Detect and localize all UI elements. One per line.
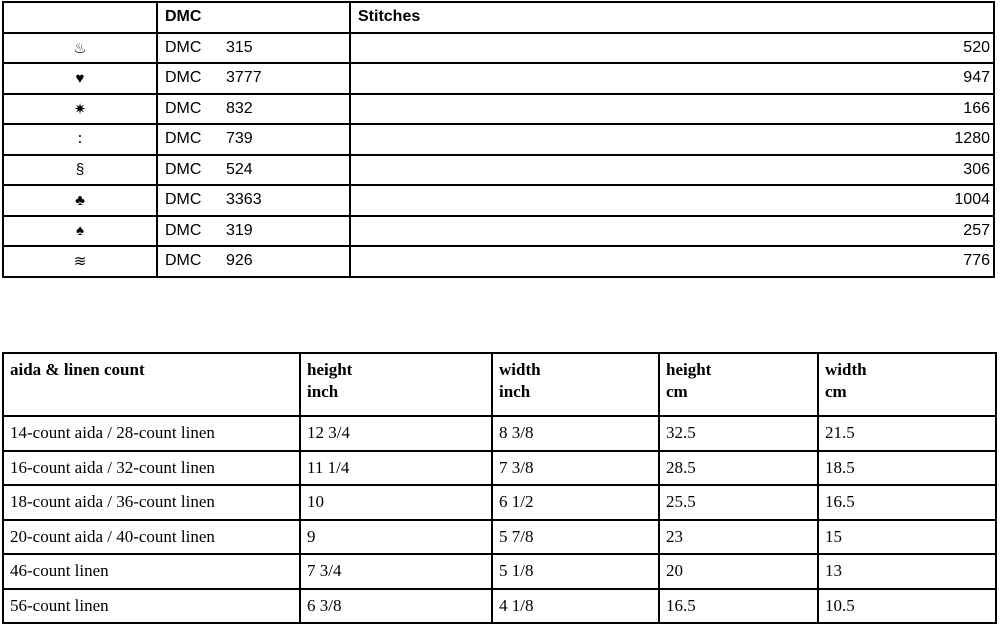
color-code: 315 — [226, 38, 253, 56]
height-inch-cell: 6 3/8 — [300, 589, 492, 624]
width-cm-cell: 10.5 — [818, 589, 996, 624]
fabric-count-cell: 16-count aida / 32-count linen — [3, 451, 300, 486]
dmc-code-cell — [157, 246, 350, 277]
fabric-count-cell: 14-count aida / 28-count linen — [3, 416, 300, 451]
color-code: 926 — [226, 252, 253, 270]
symbol-icon: ♠ — [3, 216, 157, 247]
height-cm-cell: 20 — [659, 554, 818, 589]
brand-label: DMC — [165, 221, 202, 239]
floss-header-row — [3, 2, 994, 33]
floss-row — [3, 124, 994, 155]
height-inch-cell: 12 3/4 — [300, 416, 492, 451]
symbol-icon: ∶ — [3, 124, 157, 155]
width-inch-cell: 4 1/8 — [492, 589, 659, 624]
symbol-icon: ♣ — [3, 185, 157, 216]
color-code: 739 — [226, 130, 253, 148]
width-inch-cell: 5 1/8 — [492, 554, 659, 589]
brand-label: DMC — [165, 99, 202, 117]
fabric-count-cell: 18-count aida / 36-count linen — [3, 485, 300, 520]
floss-row — [3, 216, 994, 247]
width-inch-cell: 7 3/8 — [492, 451, 659, 486]
dmc-code-cell — [157, 94, 350, 125]
stitches-column-header: Stitches — [350, 2, 994, 33]
dmc-code-cell — [157, 33, 350, 64]
height-cm-cell: 25.5 — [659, 485, 818, 520]
brand-label: DMC — [165, 252, 202, 270]
color-code: 832 — [226, 99, 253, 117]
floss-row — [3, 246, 994, 277]
size-row — [3, 416, 996, 451]
stitch-count-cell: 257 — [350, 216, 994, 247]
dmc-column-header: DMC — [157, 2, 350, 33]
fabric-size-table — [2, 352, 997, 624]
size-row — [3, 451, 996, 486]
stitch-count-cell: 520 — [350, 33, 994, 64]
stitch-count-cell: 947 — [350, 63, 994, 94]
brand-label: DMC — [165, 160, 202, 178]
size-row — [3, 485, 996, 520]
dmc-code-cell — [157, 63, 350, 94]
brand-label: DMC — [165, 130, 202, 148]
fabric-count-cell: 56-count linen — [3, 589, 300, 624]
stitch-count-cell: 306 — [350, 155, 994, 186]
floss-row — [3, 155, 994, 186]
height-inch-column-header: height inch — [300, 353, 492, 416]
floss-table — [2, 1, 995, 278]
color-code: 3777 — [226, 69, 262, 87]
floss-row — [3, 33, 994, 64]
height-inch-cell: 10 — [300, 485, 492, 520]
stitch-count-cell: 1004 — [350, 185, 994, 216]
height-cm-cell: 23 — [659, 520, 818, 555]
height-cm-cell: 28.5 — [659, 451, 818, 486]
width-inch-cell: 6 1/2 — [492, 485, 659, 520]
brand-label: DMC — [165, 38, 202, 56]
width-cm-cell: 18.5 — [818, 451, 996, 486]
floss-row — [3, 185, 994, 216]
brand-label: DMC — [165, 191, 202, 209]
dmc-code-cell — [157, 185, 350, 216]
floss-row — [3, 94, 994, 125]
dmc-code-cell — [157, 124, 350, 155]
size-row — [3, 520, 996, 555]
dmc-code-cell — [157, 216, 350, 247]
symbol-icon: ♥ — [3, 63, 157, 94]
size-row — [3, 554, 996, 589]
color-code: 319 — [226, 221, 253, 239]
count-column-header: aida & linen count — [3, 353, 300, 416]
symbol-icon: ≋ — [3, 246, 157, 277]
symbol-column-header — [3, 2, 157, 33]
width-inch-cell: 5 7/8 — [492, 520, 659, 555]
brand-label: DMC — [165, 69, 202, 87]
width-cm-cell: 13 — [818, 554, 996, 589]
height-inch-cell: 11 1/4 — [300, 451, 492, 486]
width-cm-cell: 15 — [818, 520, 996, 555]
color-code: 3363 — [226, 191, 262, 209]
width-inch-cell: 8 3/8 — [492, 416, 659, 451]
floss-row — [3, 63, 994, 94]
stitch-count-cell: 166 — [350, 94, 994, 125]
height-inch-cell: 9 — [300, 520, 492, 555]
color-code: 524 — [226, 160, 253, 178]
height-cm-cell: 32.5 — [659, 416, 818, 451]
width-inch-column-header: width inch — [492, 353, 659, 416]
dmc-code-cell — [157, 155, 350, 186]
width-cm-column-header: width cm — [818, 353, 996, 416]
height-cm-cell: 16.5 — [659, 589, 818, 624]
fabric-count-cell: 46-count linen — [3, 554, 300, 589]
symbol-icon: ✷ — [3, 94, 157, 125]
size-row — [3, 589, 996, 624]
symbol-icon: § — [3, 155, 157, 186]
stitch-count-cell: 776 — [350, 246, 994, 277]
stitch-count-cell: 1280 — [350, 124, 994, 155]
symbol-icon: ♨ — [3, 33, 157, 64]
size-header-row — [3, 353, 996, 416]
height-cm-column-header: height cm — [659, 353, 818, 416]
fabric-count-cell: 20-count aida / 40-count linen — [3, 520, 300, 555]
width-cm-cell: 16.5 — [818, 485, 996, 520]
width-cm-cell: 21.5 — [818, 416, 996, 451]
height-inch-cell: 7 3/4 — [300, 554, 492, 589]
